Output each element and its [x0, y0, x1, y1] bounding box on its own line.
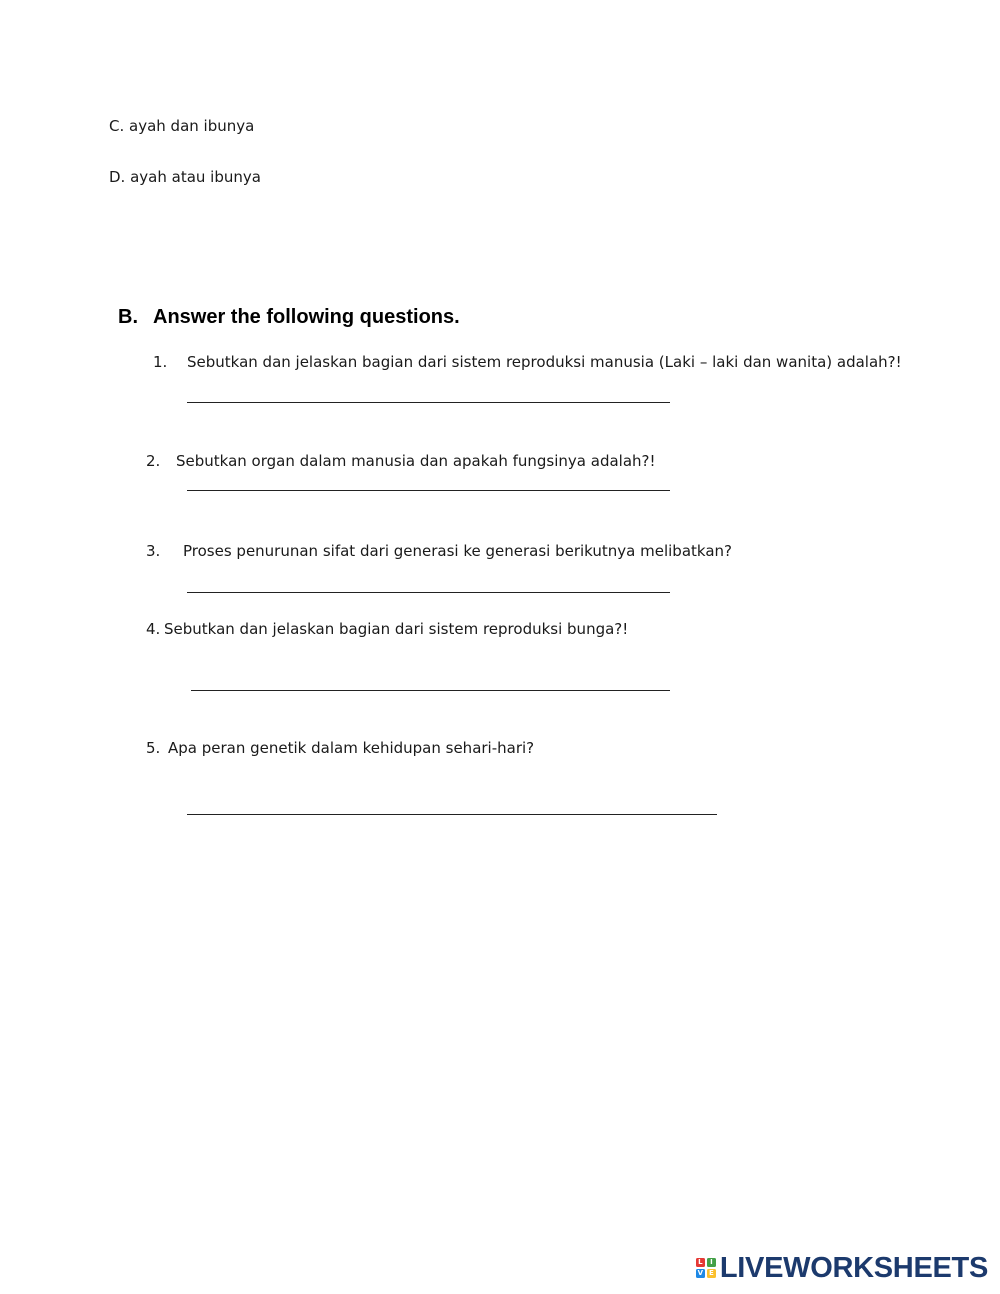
- answer-line-4[interactable]: [191, 690, 670, 691]
- section-title: Answer the following questions.: [153, 306, 460, 328]
- question-text: Proses penurunan sifat dari generasi ke generasi berikutnya melibatkan?: [183, 542, 732, 560]
- question-2: [146, 452, 656, 470]
- question-text: Sebutkan dan jelaskan bagian dari sistem reproduksi manusia (Laki – laki dan wanita) adalah?!: [187, 353, 902, 371]
- logo-square: L: [696, 1258, 705, 1267]
- question-number: 2.: [146, 452, 161, 470]
- answer-line-5[interactable]: [187, 814, 717, 815]
- logo-text: LIVEWORKSHEETS: [719, 1252, 988, 1284]
- logo-square: V: [697, 1269, 704, 1277]
- question-5: [146, 739, 534, 757]
- question-text: Sebutkan dan jelaskan bagian dari sistem reproduksi bunga?!: [164, 620, 629, 638]
- section-letter: B.: [118, 306, 138, 328]
- question-number: 1.: [153, 353, 168, 371]
- question-3: [146, 542, 732, 560]
- logo-square: I: [707, 1258, 716, 1267]
- logo-square: E: [707, 1269, 716, 1278]
- question-1: [153, 353, 902, 371]
- question-number: 5.: [146, 739, 161, 757]
- logo-mark-icon: [696, 1258, 716, 1278]
- option-d: D. ayah atau ibunya: [109, 168, 261, 186]
- question-number: 4.: [146, 620, 161, 638]
- answer-line-3[interactable]: [187, 592, 670, 593]
- question-4: [146, 620, 628, 638]
- option-c: C. ayah dan ibunya: [109, 117, 255, 135]
- liveworksheets-logo: [696, 1254, 988, 1282]
- answer-line-2[interactable]: [187, 490, 670, 491]
- answer-line-1[interactable]: [187, 402, 670, 403]
- section-b-heading: [118, 306, 460, 328]
- question-text: Apa peran genetik dalam kehidupan sehari-hari?: [168, 739, 535, 757]
- question-number: 3.: [146, 542, 161, 560]
- question-text: Sebutkan organ dalam manusia dan apakah fungsinya adalah?!: [176, 452, 656, 470]
